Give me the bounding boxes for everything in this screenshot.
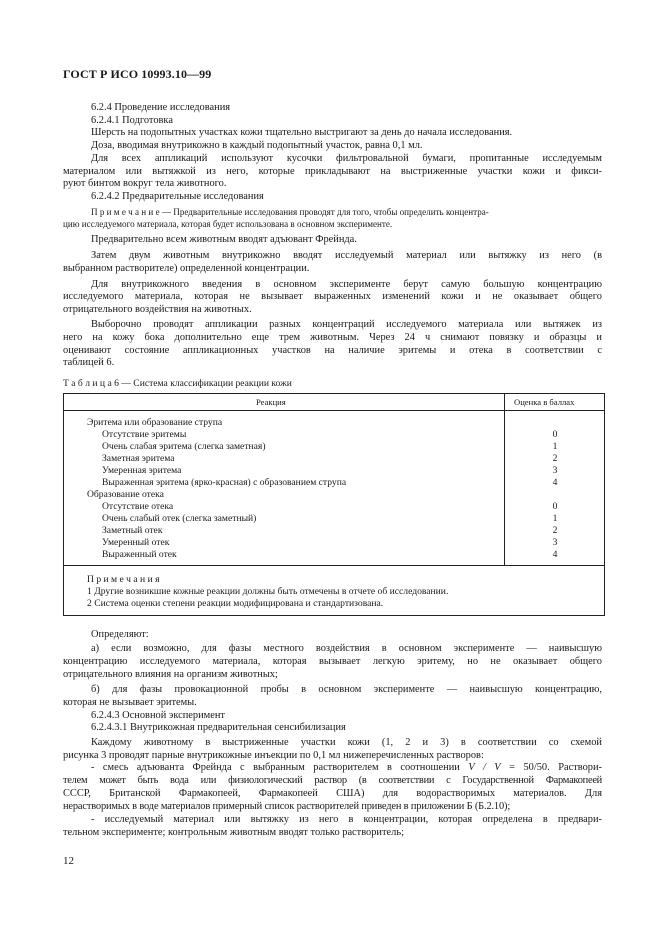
paragraph-line: него на кожу бока дополнительно еще трем животным. Через 24 ч снимают повязку и образцы и: [63, 332, 602, 343]
table-caption-label: Т а б л и ц а 6: [63, 378, 119, 389]
column-header-reaction: Реакция: [256, 397, 286, 407]
document-header: ГОСТ Р ИСО 10993.10—99: [63, 67, 212, 81]
paragraph-line: б) для фазы провокационной пробы в основном эксперименте — наивысшую концентрацию,: [91, 684, 602, 695]
freund-text: - смесь адъюванта Фрейнда с выбранным растворителем в соотношении: [91, 762, 469, 773]
classification-table: [63, 393, 605, 616]
paragraph-line: Предварительно всем животным вводят адъювант Фрейнда.: [91, 234, 357, 245]
table-score: 3: [552, 465, 558, 476]
paragraph-line: Для всех аппликаций используют кусочки фильтровальной бумаги, пропитанные исследуемым: [91, 153, 602, 164]
table-score: 3: [552, 537, 558, 548]
paragraph-line: которая не вызывает эритемы.: [63, 697, 197, 708]
table-row: Отсутствие отека: [102, 501, 174, 512]
table-score: 4: [552, 477, 558, 488]
table-row: Заметная эритема: [102, 453, 175, 464]
notes-divider: [64, 565, 604, 566]
paragraph-line: Шерсть на подопытных участках кожи тщательно выстригают за день до начала исследования.: [91, 127, 513, 138]
paragraph-line: выбранном растворителе) определенной концентрации.: [63, 263, 310, 274]
page-number: 12: [63, 855, 74, 867]
paragraph-line: Определяют:: [91, 629, 149, 640]
paragraph-line: - исследуемый материал или вытяжку из него в концентрации, которая определена в предвари-: [91, 814, 602, 825]
table-score: 2: [552, 453, 558, 464]
table-caption-text: — Система классификации реакции кожи: [118, 378, 292, 389]
table-score: 0: [552, 501, 558, 512]
table-row: Заметный отек: [102, 525, 163, 536]
table-notes-label: П р и м е ч а н и я: [87, 574, 160, 585]
note-line: цию исследуемого материала, которая будет использована в основном эксперименте.: [63, 219, 393, 229]
paragraph-line: Каждому животному в выстриженные участки кожи (1, 2 и 3) в соответствии со схемой: [91, 737, 602, 748]
paragraph-line: отрицательного влияния на организм животных;: [63, 669, 278, 680]
paragraph-line: телем может быть вода или физиологический раствор (в соответствии с Государственной Фармакопеей: [63, 775, 602, 786]
subsection-heading: 6.2.4.3 Основной эксперимент: [91, 710, 225, 721]
table-score: 0: [552, 429, 558, 440]
paragraph-line: СССР, Британской Фармакопеей, Фармакопеей США) для водорастворимых материалов. Для: [63, 788, 602, 799]
paragraph-line: Доза, вводимая внутрикожно в каждый подопытный участок, равна 0,1 мл.: [91, 140, 423, 151]
paragraph-line: Для внутрикожного введения в основном эксперименте берут самую большую концентрацию: [91, 279, 602, 290]
paragraph-line: рисунка 3 проводят парные внутрикожные инъекции по 0,1 мл нижеперечисленных растворов:: [63, 750, 484, 761]
table-score: 2: [552, 525, 558, 536]
table-row: Выраженный отек: [102, 549, 177, 560]
paragraph-line: нерастворимых в воде материалов примерный список растворителей приведен в приложении Б (Б.2.10);: [63, 801, 511, 812]
table-row: Очень слабая эритема (слегка заметная): [102, 441, 266, 452]
ratio-formula: V / V: [468, 762, 501, 773]
table-score: 1: [552, 513, 558, 524]
paragraph-line: Выборочно проводят аппликации разных концентраций исследуемого материала или вытяжек из: [91, 319, 602, 330]
table-group-heading: Эритема или образование струпа: [87, 417, 223, 428]
table-caption: [63, 378, 292, 389]
table-group-heading: Образование отека: [87, 489, 164, 500]
note-text: — Предварительные исследования проводят для того, чтобы определить концентра-: [159, 207, 489, 217]
paragraph-line: отрицательного воздействия на животных.: [63, 304, 252, 315]
subsection-heading: 6.2.4.2 Предварительные исследования: [91, 191, 264, 202]
header-divider: [64, 410, 604, 411]
table-note: 2 Система оценки степени реакции модифицирована и стандартизована.: [87, 598, 384, 609]
paragraph-line: оценивают состояние аппликационных участков на наличие эритемы и отека в соответствии с: [63, 345, 602, 356]
paragraph-line: концентрацию исследуемого материала, которая вызывает легкую эритему, но не оказывает общего: [63, 656, 602, 667]
paragraph-line: руют бинтом вокруг тела животного.: [63, 178, 227, 189]
paragraph-line: Затем двум животным внутрикожно вводят исследуемый материал или вытяжку из него (в: [91, 250, 602, 261]
column-divider: [504, 394, 505, 566]
note-label: П р и м е ч а н и е: [91, 207, 160, 217]
column-header-score: Оценка в баллах: [514, 397, 575, 407]
table-row: Умеренный отек: [102, 537, 170, 548]
table-row: Очень слабый отек (слегка заметный): [102, 513, 257, 524]
subsection-heading: 6.2.4.1 Подготовка: [91, 115, 173, 126]
table-row: Выраженная эритема (ярко-красная) с образованием струпа: [102, 477, 347, 488]
paragraph-line: а) если возможно, для фазы местного воздействия в основном эксперименте — наивысшую: [91, 643, 602, 654]
paragraph-line: тельном эксперименте; контрольным животным вводят только растворитель;: [63, 827, 404, 838]
table-row: Умеренная эритема: [102, 465, 182, 476]
table-score: 1: [552, 441, 558, 452]
subsection-heading: 6.2.4.3.1 Внутрикожная предварительная сенсибилизация: [91, 722, 346, 733]
paragraph-line: исследуемого материала, которая не вызывает выраженных изменений кожи и не оказывает общего: [63, 291, 602, 302]
paragraph-line: таблицей 6.: [63, 357, 115, 368]
paragraph-line: [91, 762, 602, 774]
table-row: Отсутствие эритемы: [102, 429, 187, 440]
paragraph-line: материалом или вытяжкой из него, которые прикладывают на выстриженные участки кожи и фикси-: [63, 166, 602, 177]
section-heading: 6.2.4 Проведение исследования: [91, 102, 231, 113]
note-line: [91, 206, 489, 218]
table-note: 1 Другие возникшие кожные реакции должны быть отмечены в отчете об исследовании.: [87, 586, 449, 597]
freund-text-end: = 50/50. Раствори-: [500, 762, 602, 773]
table-score: 4: [552, 549, 558, 560]
